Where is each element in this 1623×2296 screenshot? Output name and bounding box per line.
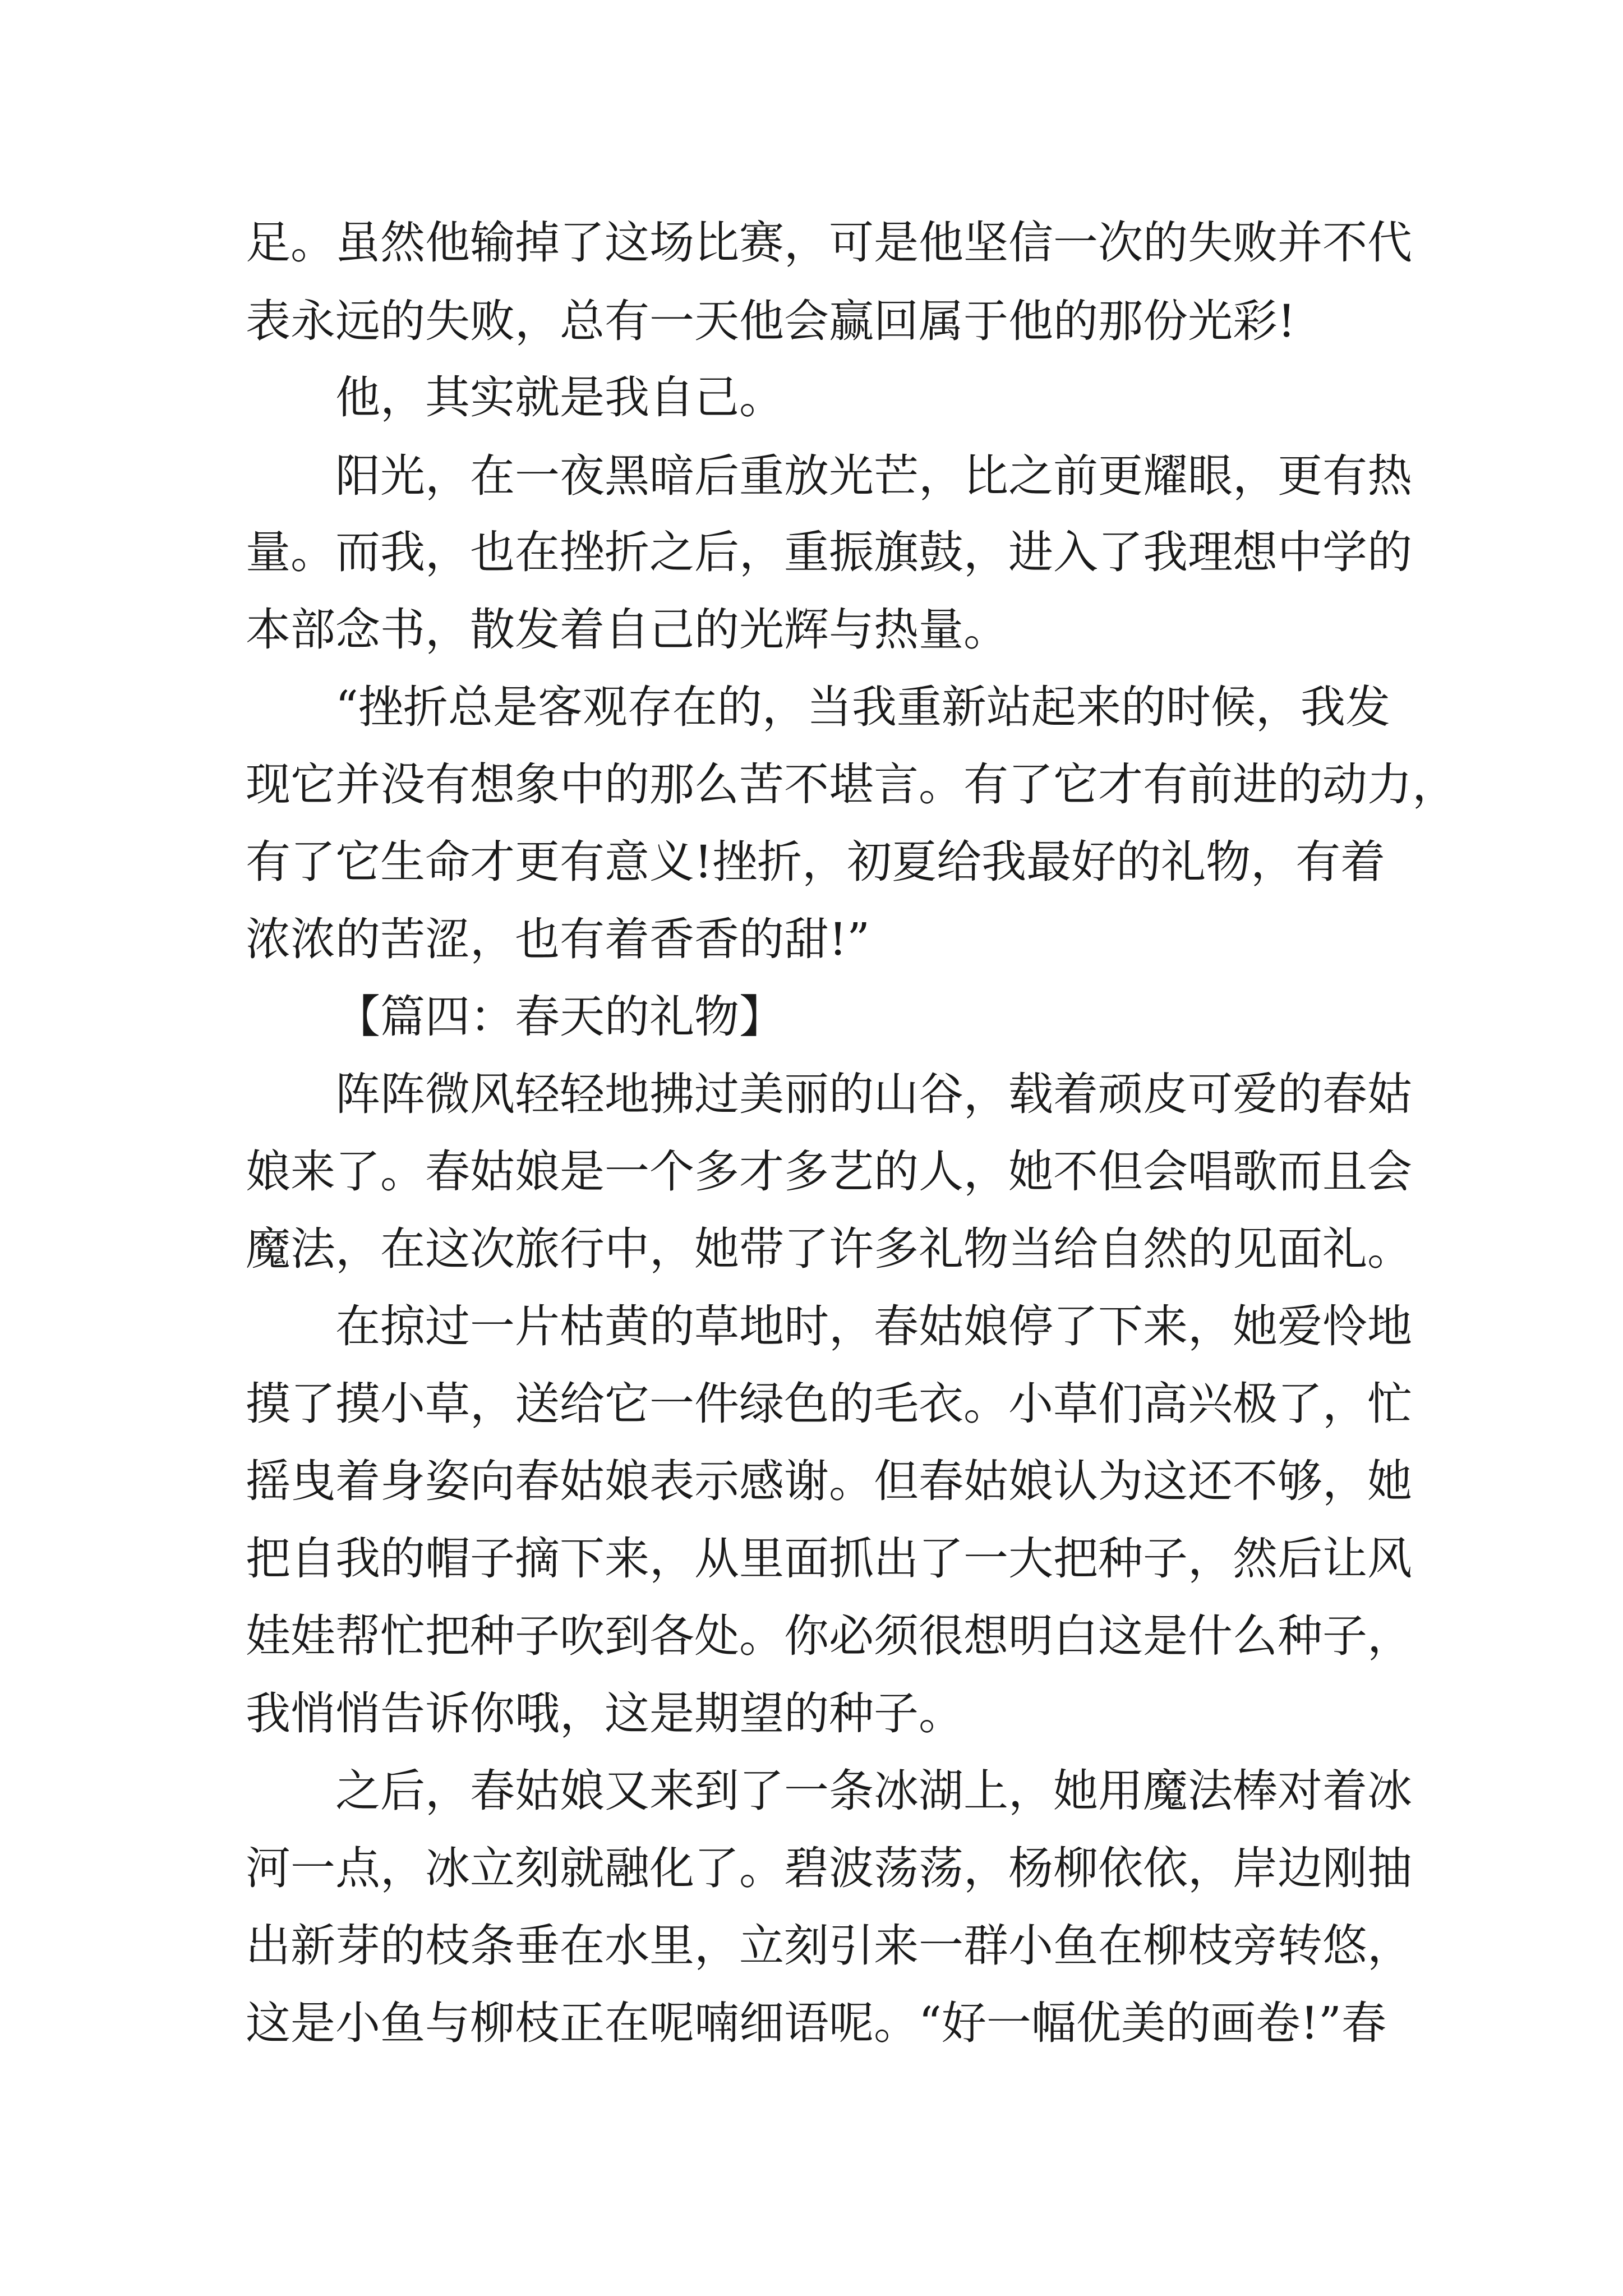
text-line: 量。而我，也在挫折之后，重振旗鼓，进入了我理想中学的 [246, 526, 1412, 578]
text-line: 出新芽的枝条垂在水里，立刻引来一群小鱼在柳枝旁转悠， [246, 1920, 1412, 1972]
text-line: 有了它生命才更有意义!挫折，初夏给我最好的礼物，有着 [246, 836, 1386, 888]
text-line: 本部念书，散发着自己的光辉与热量。 [246, 604, 1008, 656]
text-line: 魔法，在这次旅行中，她带了许多礼物当给自然的见面礼。 [246, 1223, 1412, 1275]
text-line: 把自我的帽子摘下来，从里面抓出了一大把种子，然后让风 [246, 1533, 1412, 1585]
text-line: 这是小鱼与柳枝正在呢喃细语呢。“好一幅优美的画卷!”春 [246, 1997, 1386, 2049]
text-line: 娃娃帮忙把种子吹到各处。你必须很想明白这是什么种子， [246, 1610, 1412, 1662]
text-line: 阵阵微风轻轻地拂过美丽的山谷，载着顽皮可爱的春姑 [335, 1068, 1412, 1120]
text-line: 他，其实就是我自己。 [335, 371, 784, 424]
text-line: “挫折总是客观存在的，当我重新站起来的时候，我发 [335, 681, 1390, 733]
text-line: 娘来了。春姑娘是一个多才多艺的人，她不但会唱歌而且会 [246, 1145, 1412, 1198]
text-line: 现它并没有想象中的那么苦不堪言。有了它才有前进的动力， [246, 758, 1457, 811]
text-line: 足。虽然他输掉了这场比赛，可是他坚信一次的失败并不代 [246, 217, 1412, 269]
text-line: 之后，春姑娘又来到了一条冰湖上，她用魔法棒对着冰 [335, 1765, 1412, 1817]
text-line: 阳光，在一夜黑暗后重放光芒，比之前更耀眼，更有热 [335, 450, 1412, 502]
text-line: 摇曳着身姿向春姑娘表示感谢。但春姑娘认为这还不够，她 [246, 1455, 1412, 1507]
section-heading: 【篇四：春天的礼物】 [335, 991, 784, 1043]
text-line: 河一点，冰立刻就融化了。碧波荡荡，杨柳依依，岸边刚抽 [246, 1842, 1412, 1894]
text-line: 浓浓的苦涩，也有着香香的甜!” [246, 913, 870, 965]
text-line: 表永远的失败，总有一天他会赢回属于他的那份光彩! [246, 295, 1296, 347]
text-line: 在掠过一片枯黄的草地时，春姑娘停了下来，她爱怜地 [335, 1300, 1412, 1352]
text-line: 摸了摸小草，送给它一件绿色的毛衣。小草们高兴极了，忙 [246, 1378, 1412, 1430]
text-line: 我悄悄告诉你哦，这是期望的种子。 [246, 1687, 963, 1740]
